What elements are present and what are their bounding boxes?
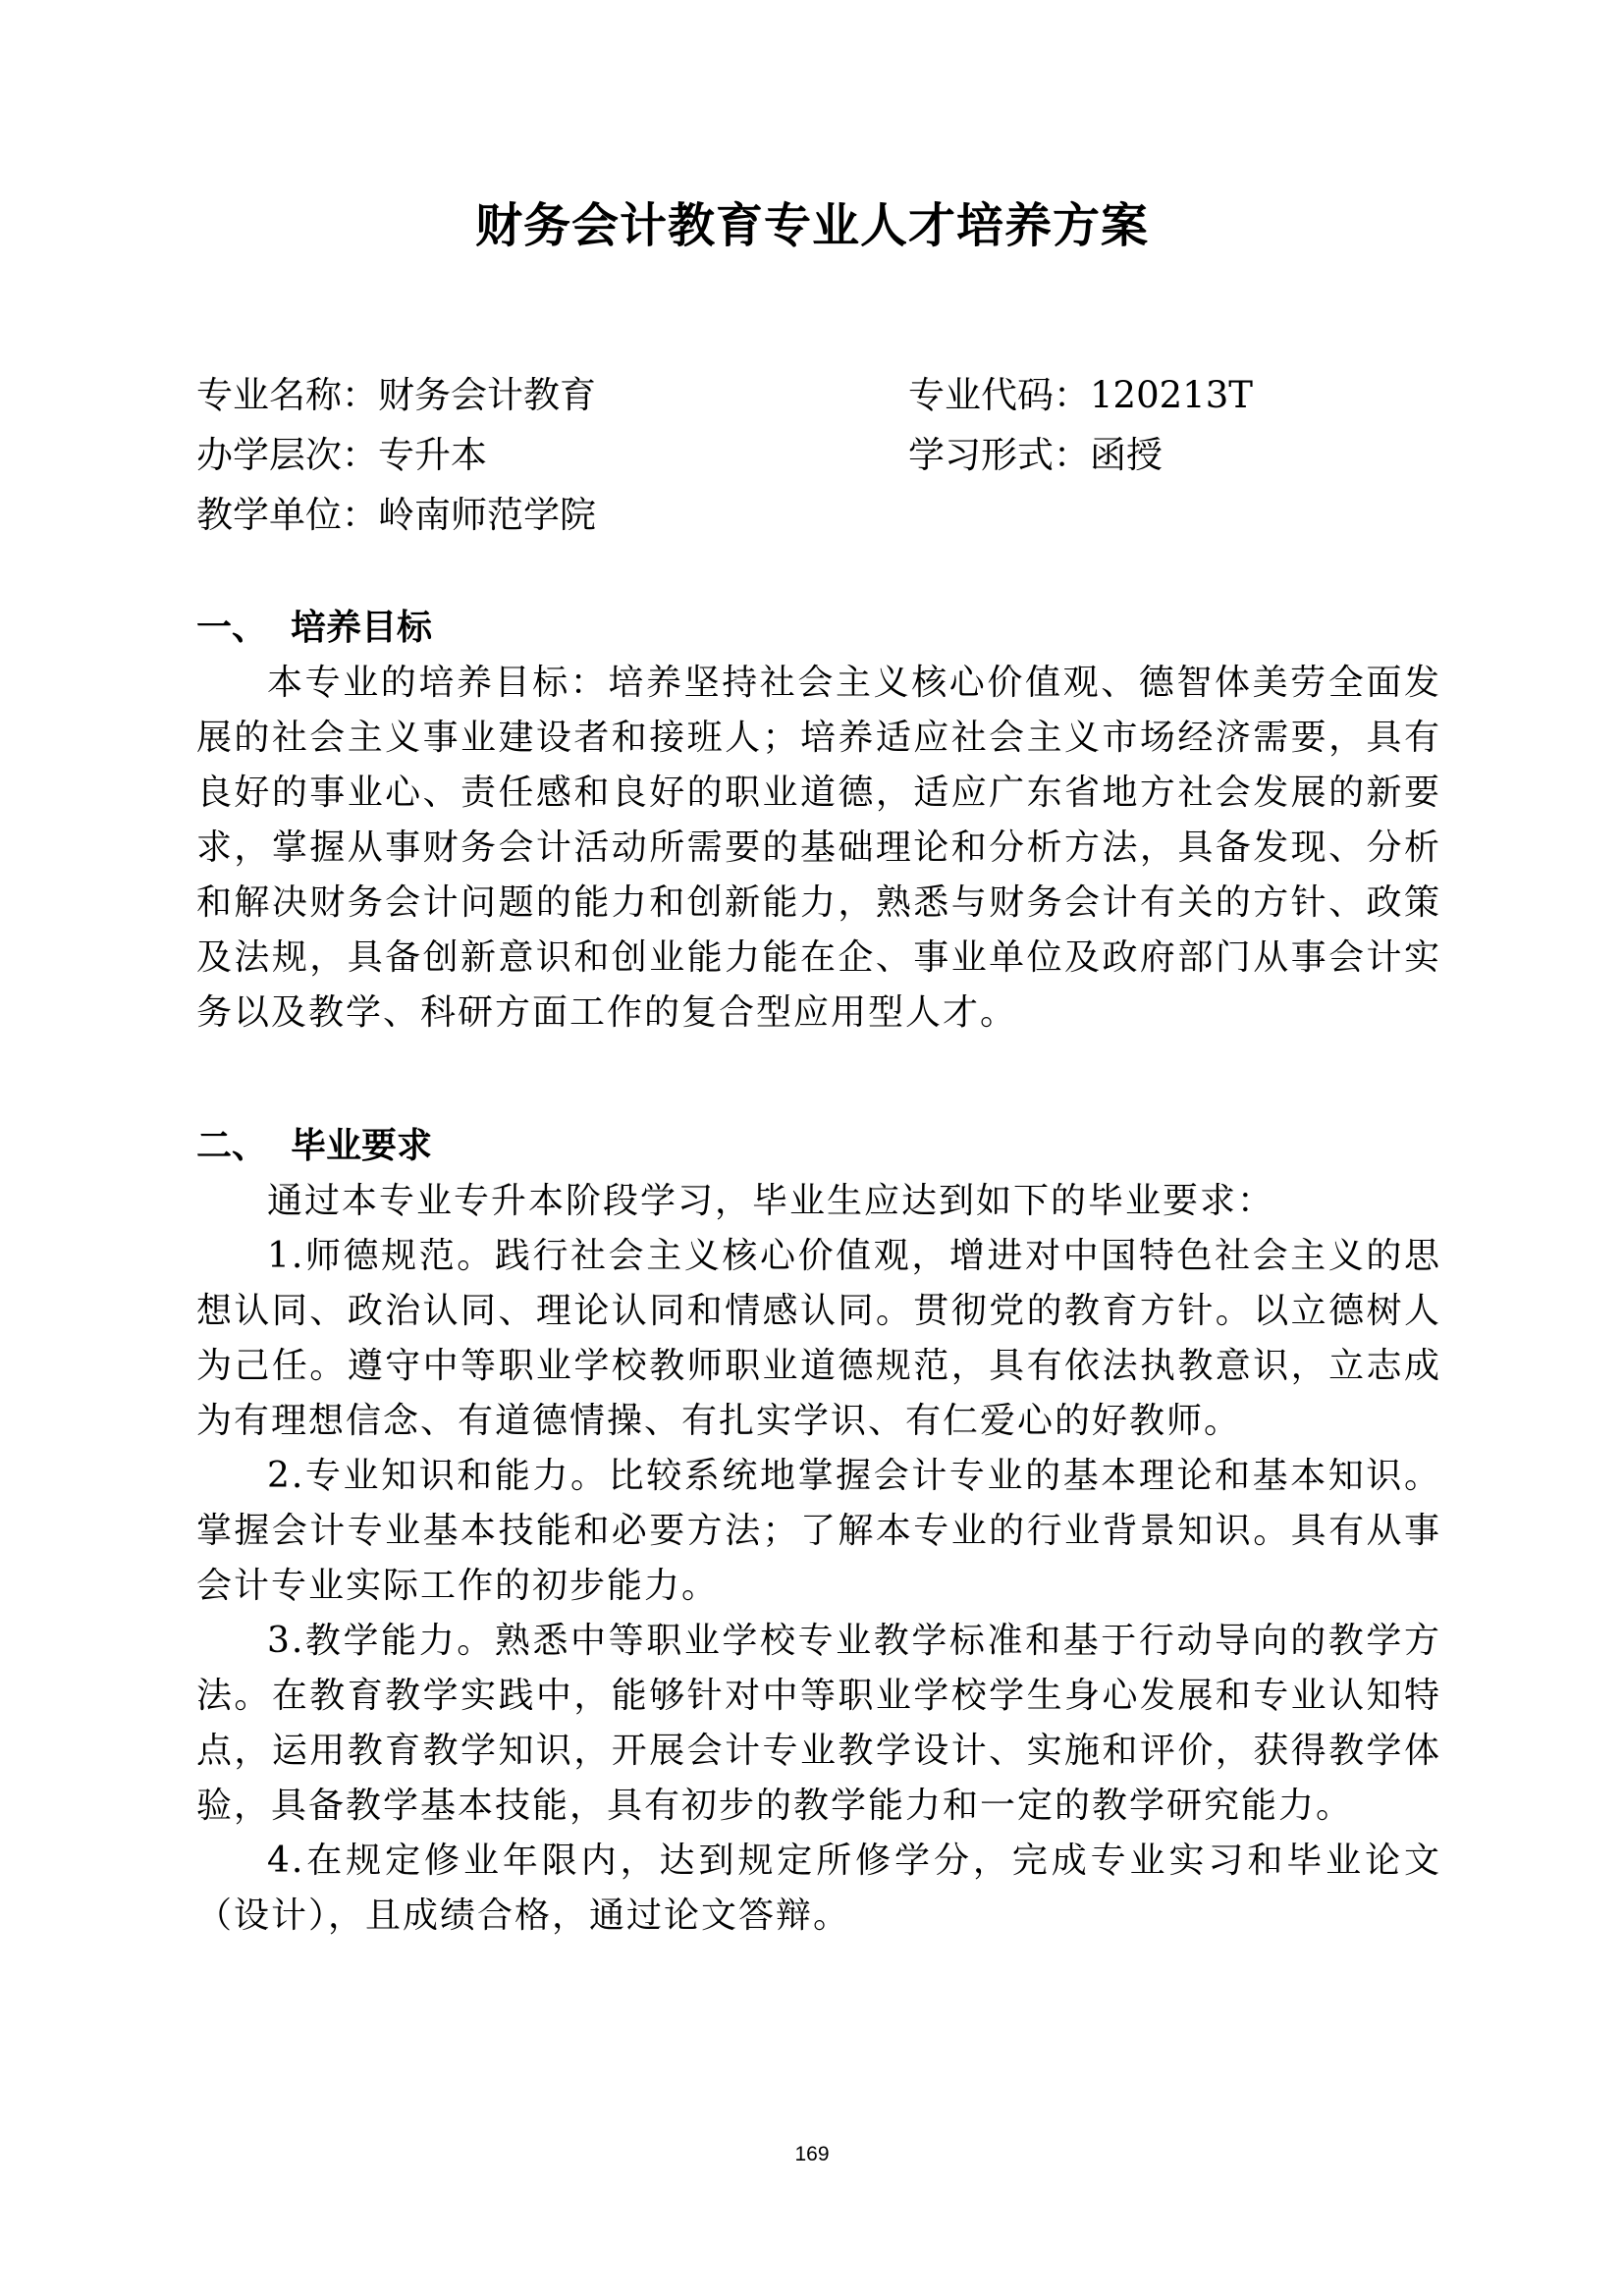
major-code: 专业代码：120213T bbox=[908, 374, 1253, 416]
program-info-row-1 bbox=[196, 365, 1453, 425]
program-info-row-3 bbox=[196, 485, 1453, 545]
paragraph: 通过本专业专升本阶段学习，毕业生应达到如下的毕业要求： bbox=[267, 1181, 1275, 1221]
program-info-row-2 bbox=[196, 425, 1453, 485]
section-graduation-requirements bbox=[196, 1119, 1441, 1944]
program-info bbox=[196, 365, 1453, 545]
document-body bbox=[196, 601, 1441, 1944]
section-heading bbox=[196, 601, 1441, 656]
section-number: 一、 bbox=[196, 608, 268, 648]
section-title: 毕业要求 bbox=[291, 1126, 433, 1166]
section-training-objectives bbox=[196, 601, 1441, 1041]
paragraph: 4.在规定修业年限内，达到规定所修学分，完成专业实习和毕业论文（设计），且成绩合格，通过论文答辩。 bbox=[196, 1841, 1441, 1936]
major-name: 专业名称：财务会计教育 bbox=[196, 374, 596, 416]
section-number: 二、 bbox=[196, 1126, 268, 1166]
page-number: 169 bbox=[794, 2143, 830, 2165]
section-spacer bbox=[196, 1041, 1441, 1119]
paragraph: 本专业的培养目标：培养坚持社会主义核心价值观、德智体美劳全面发展的社会主义事业建设者和接班人；培养适应社会主义市场经济需要，具有良好的事业心、责任感和良好的职业道德，适应广东省地方社会发展的新要求，掌握从事财务会计活动所需要的基础理论和分析方法，具备发现、分析和解决财务会计问题的能力和创新能力，熟悉与财务会计有关的方针、政策及法规，具备创新意识和创业能力能在企、事业单位及政府部门从事会计实务以及教学、科研方面工作的复合型应用型人才。 bbox=[196, 663, 1441, 1033]
page-title: 财务会计教育专业人才培养方案 bbox=[474, 198, 1149, 253]
paragraph: 3.教学能力。熟悉中等职业学校专业教学标准和基于行动导向的教学方法。在教育教学实践中，能够针对中等职业学校学生身心发展和专业认知特点，运用教育教学知识，开展会计专业教学设计、实施和评价，获得教学体验，具备教学基本技能，具有初步的教学能力和一定的教学研究能力。 bbox=[196, 1621, 1441, 1826]
paragraph: 1.师德规范。践行社会主义核心价值观，增进对中国特色社会主义的思想认同、政治认同、理论认同和情感认同。贯彻党的教育方针。以立德树人为己任。遵守中等职业学校教师职业道德规范，具有依法执教意识，立志成为有理想信念、有道德情操、有扎实学识、有仁爱心的好教师。 bbox=[196, 1236, 1441, 1441]
study-form: 学习形式：函授 bbox=[908, 434, 1163, 476]
paragraph: 2.专业知识和能力。比较系统地掌握会计专业的基本理论和基本知识。掌握会计专业基本技能和必要方法；了解本专业的行业背景知识。具有从事会计专业实际工作的初步能力。 bbox=[196, 1456, 1441, 1606]
section-heading bbox=[196, 1119, 1441, 1174]
education-level: 办学层次：专升本 bbox=[196, 434, 487, 476]
section-title: 培养目标 bbox=[291, 608, 433, 648]
teaching-unit: 教学单位：岭南师范学院 bbox=[196, 494, 596, 536]
